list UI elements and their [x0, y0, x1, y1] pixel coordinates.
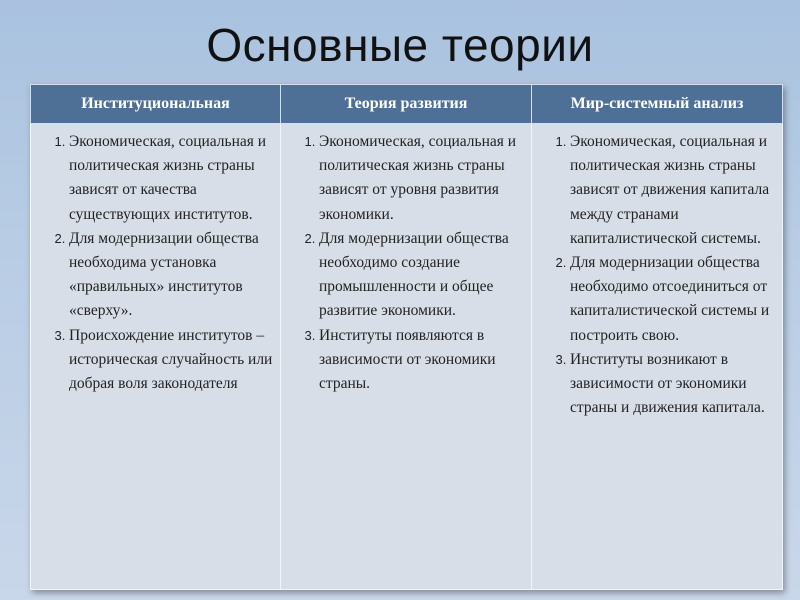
table-row	[31, 124, 783, 590]
theories-table	[30, 84, 783, 590]
numbered-list	[33, 130, 276, 396]
numbered-list	[534, 130, 778, 420]
list-item: 3. Происхождение институтов – историческая случайность или добрая воля законодателя	[69, 324, 276, 397]
cell-development	[281, 124, 532, 590]
column-header-institutional: Институциональная	[31, 85, 281, 124]
list-item: 1. Экономическая, социальная и политическая жизнь страны зависят от движения капитала между странами капиталистической системы.	[570, 130, 778, 251]
list-item: 2. Для модернизации общества необходима установка «правильных» институтов «сверху».	[69, 227, 276, 324]
list-item: 1. Экономическая, социальная и политическая жизнь страны зависят от качества существующих институтов.	[69, 130, 276, 227]
column-header-development: Теория развития	[281, 85, 532, 124]
cell-institutional	[31, 124, 281, 590]
list-item: 1. Экономическая, социальная и политическая жизнь страны зависят от уровня развития экономики.	[319, 130, 527, 227]
list-item: 2. Для модернизации общества необходимо создание промышленности и общее развитие экономики.	[319, 227, 527, 324]
list-item: 3. Институты возникают в зависимости от экономики страны и движения капитала.	[570, 348, 778, 421]
column-header-world-systems: Мир-системный анализ	[532, 85, 783, 124]
list-item: 2. Для модернизации общества необходимо отсоединиться от капиталистической системы и построить свою.	[570, 251, 778, 348]
cell-world-systems	[532, 124, 783, 590]
slide-title: Основные теории	[206, 19, 594, 71]
numbered-list	[283, 130, 527, 396]
table-header-row	[31, 85, 783, 124]
list-item: 3. Институты появляются в зависимости от экономики страны.	[319, 324, 527, 397]
